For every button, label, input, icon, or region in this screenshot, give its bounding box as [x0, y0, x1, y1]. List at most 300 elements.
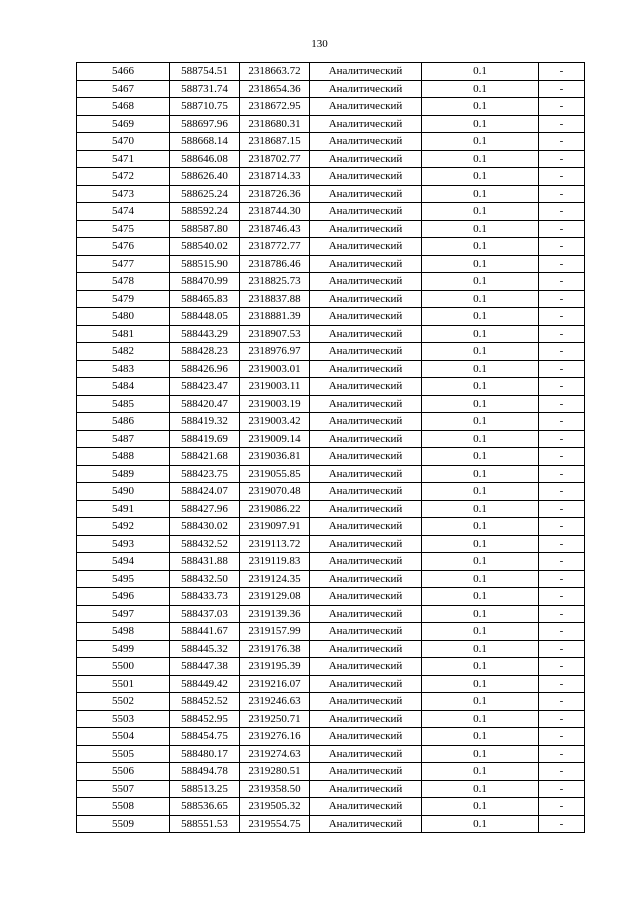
method-cell: Аналитический: [310, 640, 422, 658]
accuracy-cell: 0.1: [422, 413, 539, 431]
y-coordinate-cell: 2319070.48: [240, 483, 310, 501]
table-row: [77, 203, 585, 221]
y-coordinate-cell: 2318680.31: [240, 115, 310, 133]
point-number-cell: 5473: [77, 185, 170, 203]
accuracy-cell: 0.1: [422, 763, 539, 781]
extra-cell: -: [539, 763, 585, 781]
accuracy-cell: 0.1: [422, 203, 539, 221]
point-number-cell: 5497: [77, 605, 170, 623]
method-cell: Аналитический: [310, 588, 422, 606]
method-cell: Аналитический: [310, 763, 422, 781]
accuracy-cell: 0.1: [422, 448, 539, 466]
x-coordinate-cell: 588710.75: [170, 98, 240, 116]
table-row: [77, 238, 585, 256]
y-coordinate-cell: 2319097.91: [240, 518, 310, 536]
method-cell: Аналитический: [310, 115, 422, 133]
x-coordinate-cell: 588697.96: [170, 115, 240, 133]
point-number-cell: 5508: [77, 798, 170, 816]
y-coordinate-cell: 2319119.83: [240, 553, 310, 571]
point-number-cell: 5475: [77, 220, 170, 238]
method-cell: Аналитический: [310, 395, 422, 413]
method-cell: Аналитический: [310, 360, 422, 378]
table-row: [77, 115, 585, 133]
y-coordinate-cell: 2319505.32: [240, 798, 310, 816]
table-row: [77, 745, 585, 763]
table-row: [77, 150, 585, 168]
extra-cell: -: [539, 553, 585, 571]
method-cell: Аналитический: [310, 98, 422, 116]
point-number-cell: 5494: [77, 553, 170, 571]
table-row: [77, 133, 585, 151]
method-cell: Аналитический: [310, 273, 422, 291]
method-cell: Аналитический: [310, 745, 422, 763]
accuracy-cell: 0.1: [422, 798, 539, 816]
method-cell: Аналитический: [310, 553, 422, 571]
accuracy-cell: 0.1: [422, 465, 539, 483]
x-coordinate-cell: 588470.99: [170, 273, 240, 291]
accuracy-cell: 0.1: [422, 728, 539, 746]
accuracy-cell: 0.1: [422, 640, 539, 658]
extra-cell: -: [539, 220, 585, 238]
y-coordinate-cell: 2318687.15: [240, 133, 310, 151]
method-cell: Аналитический: [310, 605, 422, 623]
table-row: [77, 780, 585, 798]
y-coordinate-cell: 2318654.36: [240, 80, 310, 98]
y-coordinate-cell: 2318672.95: [240, 98, 310, 116]
accuracy-cell: 0.1: [422, 815, 539, 833]
table-row: [77, 413, 585, 431]
accuracy-cell: 0.1: [422, 220, 539, 238]
extra-cell: -: [539, 238, 585, 256]
table-body: [77, 63, 585, 833]
y-coordinate-cell: 2319036.81: [240, 448, 310, 466]
table-row: [77, 395, 585, 413]
y-coordinate-cell: 2319124.35: [240, 570, 310, 588]
method-cell: Аналитический: [310, 63, 422, 81]
accuracy-cell: 0.1: [422, 150, 539, 168]
table-row: [77, 518, 585, 536]
x-coordinate-cell: 588731.74: [170, 80, 240, 98]
extra-cell: -: [539, 378, 585, 396]
coordinates-table: [76, 62, 585, 833]
x-coordinate-cell: 588443.29: [170, 325, 240, 343]
method-cell: Аналитический: [310, 413, 422, 431]
x-coordinate-cell: 588452.95: [170, 710, 240, 728]
extra-cell: -: [539, 588, 585, 606]
method-cell: Аналитический: [310, 535, 422, 553]
method-cell: Аналитический: [310, 343, 422, 361]
x-coordinate-cell: 588449.42: [170, 675, 240, 693]
accuracy-cell: 0.1: [422, 500, 539, 518]
x-coordinate-cell: 588437.03: [170, 605, 240, 623]
method-cell: Аналитический: [310, 728, 422, 746]
method-cell: Аналитический: [310, 80, 422, 98]
point-number-cell: 5483: [77, 360, 170, 378]
y-coordinate-cell: 2318976.97: [240, 343, 310, 361]
method-cell: Аналитический: [310, 430, 422, 448]
extra-cell: -: [539, 325, 585, 343]
point-number-cell: 5466: [77, 63, 170, 81]
table-row: [77, 465, 585, 483]
y-coordinate-cell: 2319195.39: [240, 658, 310, 676]
x-coordinate-cell: 588423.75: [170, 465, 240, 483]
x-coordinate-cell: 588494.78: [170, 763, 240, 781]
point-number-cell: 5501: [77, 675, 170, 693]
table-row: [77, 273, 585, 291]
table-row: [77, 658, 585, 676]
point-number-cell: 5469: [77, 115, 170, 133]
extra-cell: -: [539, 535, 585, 553]
accuracy-cell: 0.1: [422, 658, 539, 676]
method-cell: Аналитический: [310, 623, 422, 641]
extra-cell: -: [539, 308, 585, 326]
accuracy-cell: 0.1: [422, 273, 539, 291]
point-number-cell: 5507: [77, 780, 170, 798]
point-number-cell: 5493: [77, 535, 170, 553]
table-row: [77, 308, 585, 326]
extra-cell: -: [539, 343, 585, 361]
extra-cell: -: [539, 203, 585, 221]
x-coordinate-cell: 588480.17: [170, 745, 240, 763]
method-cell: Аналитический: [310, 518, 422, 536]
table-row: [77, 693, 585, 711]
point-number-cell: 5471: [77, 150, 170, 168]
accuracy-cell: 0.1: [422, 535, 539, 553]
table-row: [77, 343, 585, 361]
y-coordinate-cell: 2318714.33: [240, 168, 310, 186]
x-coordinate-cell: 588465.83: [170, 290, 240, 308]
accuracy-cell: 0.1: [422, 693, 539, 711]
point-number-cell: 5467: [77, 80, 170, 98]
y-coordinate-cell: 2318702.77: [240, 150, 310, 168]
table-row: [77, 185, 585, 203]
table-row: [77, 483, 585, 501]
table-row: [77, 535, 585, 553]
method-cell: Аналитический: [310, 238, 422, 256]
method-cell: Аналитический: [310, 150, 422, 168]
extra-cell: -: [539, 815, 585, 833]
extra-cell: -: [539, 273, 585, 291]
method-cell: Аналитический: [310, 220, 422, 238]
method-cell: Аналитический: [310, 290, 422, 308]
table-row: [77, 640, 585, 658]
table-row: [77, 588, 585, 606]
method-cell: Аналитический: [310, 658, 422, 676]
method-cell: Аналитический: [310, 185, 422, 203]
accuracy-cell: 0.1: [422, 238, 539, 256]
y-coordinate-cell: 2319003.01: [240, 360, 310, 378]
extra-cell: -: [539, 395, 585, 413]
accuracy-cell: 0.1: [422, 588, 539, 606]
extra-cell: -: [539, 360, 585, 378]
accuracy-cell: 0.1: [422, 605, 539, 623]
point-number-cell: 5480: [77, 308, 170, 326]
table-row: [77, 220, 585, 238]
method-cell: Аналитический: [310, 378, 422, 396]
method-cell: Аналитический: [310, 675, 422, 693]
table-row: [77, 500, 585, 518]
method-cell: Аналитический: [310, 780, 422, 798]
extra-cell: -: [539, 483, 585, 501]
x-coordinate-cell: 588551.53: [170, 815, 240, 833]
extra-cell: -: [539, 413, 585, 431]
y-coordinate-cell: 2319216.07: [240, 675, 310, 693]
point-number-cell: 5491: [77, 500, 170, 518]
extra-cell: -: [539, 570, 585, 588]
point-number-cell: 5479: [77, 290, 170, 308]
extra-cell: -: [539, 500, 585, 518]
extra-cell: -: [539, 98, 585, 116]
x-coordinate-cell: 588423.47: [170, 378, 240, 396]
accuracy-cell: 0.1: [422, 430, 539, 448]
point-number-cell: 5482: [77, 343, 170, 361]
x-coordinate-cell: 588428.23: [170, 343, 240, 361]
method-cell: Аналитический: [310, 255, 422, 273]
extra-cell: -: [539, 780, 585, 798]
table-row: [77, 728, 585, 746]
x-coordinate-cell: 588419.32: [170, 413, 240, 431]
y-coordinate-cell: 2319139.36: [240, 605, 310, 623]
table-row: [77, 570, 585, 588]
x-coordinate-cell: 588536.65: [170, 798, 240, 816]
x-coordinate-cell: 588431.88: [170, 553, 240, 571]
y-coordinate-cell: 2319358.50: [240, 780, 310, 798]
x-coordinate-cell: 588515.90: [170, 255, 240, 273]
x-coordinate-cell: 588432.52: [170, 535, 240, 553]
extra-cell: -: [539, 623, 585, 641]
point-number-cell: 5504: [77, 728, 170, 746]
extra-cell: -: [539, 640, 585, 658]
method-cell: Аналитический: [310, 798, 422, 816]
point-number-cell: 5496: [77, 588, 170, 606]
extra-cell: -: [539, 80, 585, 98]
method-cell: Аналитический: [310, 500, 422, 518]
extra-cell: -: [539, 430, 585, 448]
y-coordinate-cell: 2318881.39: [240, 308, 310, 326]
point-number-cell: 5490: [77, 483, 170, 501]
method-cell: Аналитический: [310, 710, 422, 728]
accuracy-cell: 0.1: [422, 168, 539, 186]
method-cell: Аналитический: [310, 203, 422, 221]
extra-cell: -: [539, 745, 585, 763]
method-cell: Аналитический: [310, 570, 422, 588]
point-number-cell: 5500: [77, 658, 170, 676]
point-number-cell: 5481: [77, 325, 170, 343]
table-row: [77, 63, 585, 81]
y-coordinate-cell: 2319280.51: [240, 763, 310, 781]
accuracy-cell: 0.1: [422, 80, 539, 98]
table-row: [77, 448, 585, 466]
point-number-cell: 5485: [77, 395, 170, 413]
y-coordinate-cell: 2318772.77: [240, 238, 310, 256]
point-number-cell: 5472: [77, 168, 170, 186]
x-coordinate-cell: 588646.08: [170, 150, 240, 168]
x-coordinate-cell: 588427.96: [170, 500, 240, 518]
y-coordinate-cell: 2319176.38: [240, 640, 310, 658]
point-number-cell: 5474: [77, 203, 170, 221]
point-number-cell: 5499: [77, 640, 170, 658]
x-coordinate-cell: 588430.02: [170, 518, 240, 536]
x-coordinate-cell: 588432.50: [170, 570, 240, 588]
x-coordinate-cell: 588419.69: [170, 430, 240, 448]
method-cell: Аналитический: [310, 168, 422, 186]
point-number-cell: 5509: [77, 815, 170, 833]
extra-cell: -: [539, 728, 585, 746]
table-row: [77, 815, 585, 833]
y-coordinate-cell: 2319003.42: [240, 413, 310, 431]
accuracy-cell: 0.1: [422, 343, 539, 361]
table-row: [77, 675, 585, 693]
table-row: [77, 255, 585, 273]
method-cell: Аналитический: [310, 815, 422, 833]
accuracy-cell: 0.1: [422, 308, 539, 326]
accuracy-cell: 0.1: [422, 675, 539, 693]
y-coordinate-cell: 2319246.63: [240, 693, 310, 711]
accuracy-cell: 0.1: [422, 710, 539, 728]
accuracy-cell: 0.1: [422, 518, 539, 536]
accuracy-cell: 0.1: [422, 325, 539, 343]
x-coordinate-cell: 588447.38: [170, 658, 240, 676]
point-number-cell: 5495: [77, 570, 170, 588]
point-number-cell: 5470: [77, 133, 170, 151]
y-coordinate-cell: 2319157.99: [240, 623, 310, 641]
accuracy-cell: 0.1: [422, 133, 539, 151]
point-number-cell: 5477: [77, 255, 170, 273]
y-coordinate-cell: 2319055.85: [240, 465, 310, 483]
extra-cell: -: [539, 185, 585, 203]
point-number-cell: 5484: [77, 378, 170, 396]
x-coordinate-cell: 588540.02: [170, 238, 240, 256]
accuracy-cell: 0.1: [422, 745, 539, 763]
point-number-cell: 5503: [77, 710, 170, 728]
table-row: [77, 168, 585, 186]
y-coordinate-cell: 2318726.36: [240, 185, 310, 203]
x-coordinate-cell: 588452.52: [170, 693, 240, 711]
accuracy-cell: 0.1: [422, 255, 539, 273]
page-number: 130: [311, 38, 328, 50]
y-coordinate-cell: 2318744.30: [240, 203, 310, 221]
extra-cell: -: [539, 448, 585, 466]
accuracy-cell: 0.1: [422, 290, 539, 308]
y-coordinate-cell: 2319003.11: [240, 378, 310, 396]
table-row: [77, 325, 585, 343]
y-coordinate-cell: 2318786.46: [240, 255, 310, 273]
point-number-cell: 5489: [77, 465, 170, 483]
x-coordinate-cell: 588448.05: [170, 308, 240, 326]
x-coordinate-cell: 588441.67: [170, 623, 240, 641]
accuracy-cell: 0.1: [422, 185, 539, 203]
point-number-cell: 5506: [77, 763, 170, 781]
x-coordinate-cell: 588421.68: [170, 448, 240, 466]
x-coordinate-cell: 588424.07: [170, 483, 240, 501]
extra-cell: -: [539, 168, 585, 186]
extra-cell: -: [539, 605, 585, 623]
extra-cell: -: [539, 63, 585, 81]
y-coordinate-cell: 2319250.71: [240, 710, 310, 728]
extra-cell: -: [539, 255, 585, 273]
accuracy-cell: 0.1: [422, 63, 539, 81]
y-coordinate-cell: 2319113.72: [240, 535, 310, 553]
y-coordinate-cell: 2318907.53: [240, 325, 310, 343]
y-coordinate-cell: 2318746.43: [240, 220, 310, 238]
point-number-cell: 5498: [77, 623, 170, 641]
point-number-cell: 5476: [77, 238, 170, 256]
y-coordinate-cell: 2318837.88: [240, 290, 310, 308]
extra-cell: -: [539, 658, 585, 676]
table-row: [77, 80, 585, 98]
point-number-cell: 5492: [77, 518, 170, 536]
x-coordinate-cell: 588668.14: [170, 133, 240, 151]
point-number-cell: 5502: [77, 693, 170, 711]
y-coordinate-cell: 2319554.75: [240, 815, 310, 833]
accuracy-cell: 0.1: [422, 378, 539, 396]
accuracy-cell: 0.1: [422, 360, 539, 378]
x-coordinate-cell: 588754.51: [170, 63, 240, 81]
extra-cell: -: [539, 150, 585, 168]
method-cell: Аналитический: [310, 465, 422, 483]
y-coordinate-cell: 2319009.14: [240, 430, 310, 448]
extra-cell: -: [539, 465, 585, 483]
table-row: [77, 553, 585, 571]
method-cell: Аналитический: [310, 483, 422, 501]
extra-cell: -: [539, 693, 585, 711]
table-row: [77, 710, 585, 728]
point-number-cell: 5487: [77, 430, 170, 448]
point-number-cell: 5486: [77, 413, 170, 431]
table-row: [77, 378, 585, 396]
y-coordinate-cell: 2319129.08: [240, 588, 310, 606]
y-coordinate-cell: 2319276.16: [240, 728, 310, 746]
extra-cell: -: [539, 710, 585, 728]
accuracy-cell: 0.1: [422, 623, 539, 641]
table-row: [77, 623, 585, 641]
table-row: [77, 360, 585, 378]
extra-cell: -: [539, 133, 585, 151]
method-cell: Аналитический: [310, 133, 422, 151]
accuracy-cell: 0.1: [422, 115, 539, 133]
y-coordinate-cell: 2319274.63: [240, 745, 310, 763]
method-cell: Аналитический: [310, 693, 422, 711]
point-number-cell: 5505: [77, 745, 170, 763]
point-number-cell: 5468: [77, 98, 170, 116]
x-coordinate-cell: 588592.24: [170, 203, 240, 221]
x-coordinate-cell: 588625.24: [170, 185, 240, 203]
extra-cell: -: [539, 115, 585, 133]
accuracy-cell: 0.1: [422, 483, 539, 501]
x-coordinate-cell: 588513.25: [170, 780, 240, 798]
method-cell: Аналитический: [310, 308, 422, 326]
accuracy-cell: 0.1: [422, 98, 539, 116]
y-coordinate-cell: 2318663.72: [240, 63, 310, 81]
x-coordinate-cell: 588426.96: [170, 360, 240, 378]
accuracy-cell: 0.1: [422, 570, 539, 588]
extra-cell: -: [539, 798, 585, 816]
table-row: [77, 763, 585, 781]
accuracy-cell: 0.1: [422, 553, 539, 571]
extra-cell: -: [539, 518, 585, 536]
table-row: [77, 98, 585, 116]
table-row: [77, 798, 585, 816]
extra-cell: -: [539, 675, 585, 693]
table-row: [77, 290, 585, 308]
table-row: [77, 605, 585, 623]
x-coordinate-cell: 588587.80: [170, 220, 240, 238]
x-coordinate-cell: 588454.75: [170, 728, 240, 746]
x-coordinate-cell: 588420.47: [170, 395, 240, 413]
table-row: [77, 430, 585, 448]
point-number-cell: 5488: [77, 448, 170, 466]
x-coordinate-cell: 588445.32: [170, 640, 240, 658]
